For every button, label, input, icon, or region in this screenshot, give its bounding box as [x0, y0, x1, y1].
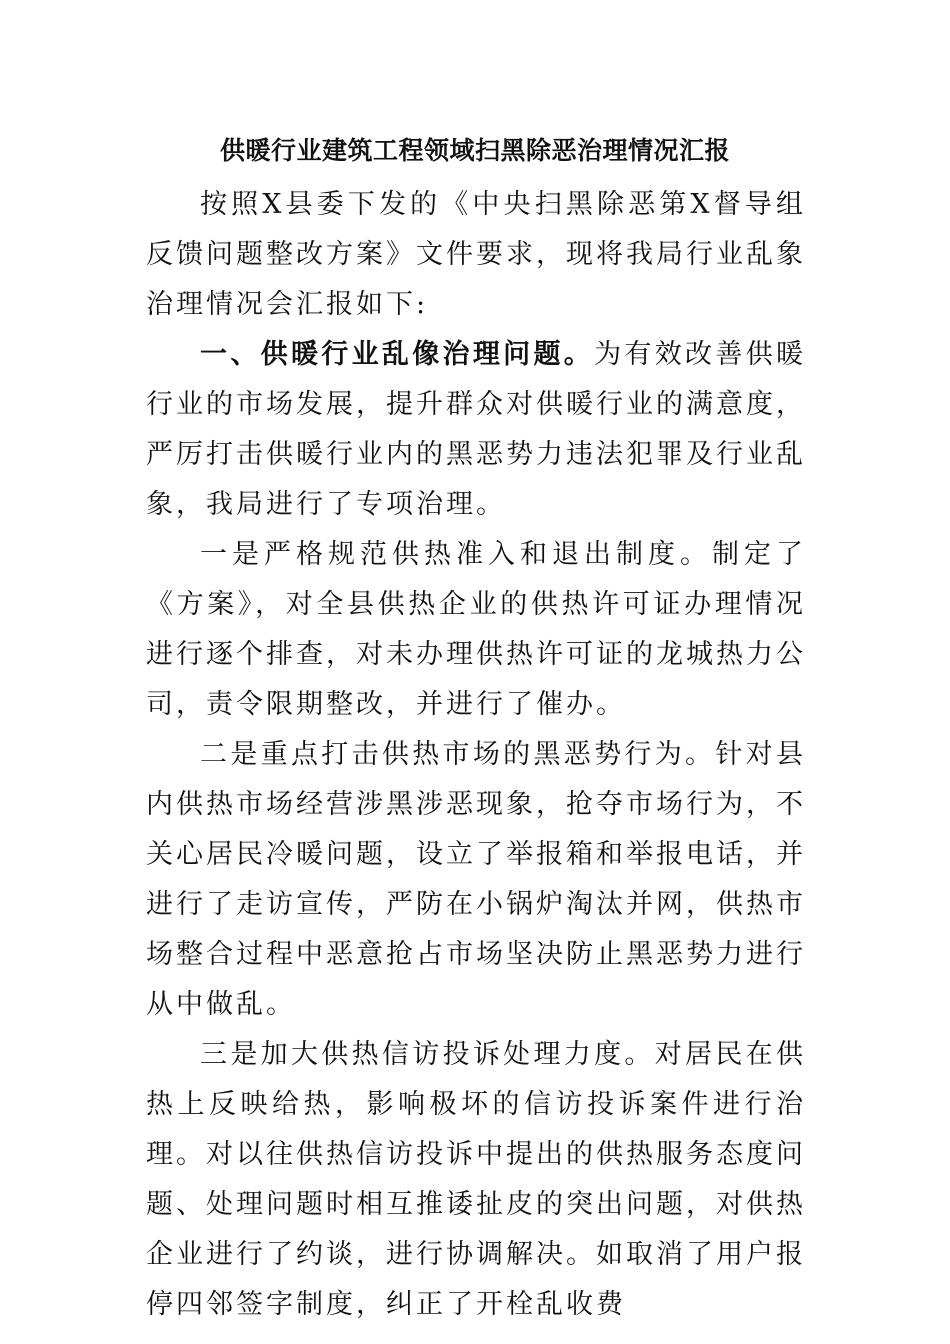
- section-1-heading: 一、供暖行业乱像治理问题。: [200, 339, 595, 370]
- section-1-text: 为有效改善供暖行业的市场发展，提升群众对供暖行业的满意度，严厉打击供暖行业内的黑恶势力违法犯罪及行业乱象，我局进行了专项治理。: [146, 339, 807, 520]
- intro-paragraph: 按照X县委下发的《中央扫黑除恶第X督导组反馈问题整改方案》文件要求，现将我局行业乱象治理情况会汇报如下:: [146, 189, 806, 320]
- item-2-paragraph: 二是重点打击供热市场的黑恶势行为。针对县内供热市场经营涉黑涉恶现象，抢夺市场行为，不关心居民冷暖问题，设立了举报箱和举报电话，并进行了走访宣传，严防在小锅炉淘汰并网，供热市场整合过程中恶意抢占市场坚决防止黑恶势力进行从中做乱。: [146, 739, 806, 1020]
- document-title: 供暖行业建筑工程领域扫黑除恶治理情况汇报: [219, 136, 730, 165]
- document-body: [146, 180, 806, 1330]
- item-1-paragraph: 一是严格规范供热准入和退出制度。制定了《方案》，对全县供热企业的供热许可证办理情况进行逐个排查，对未办理供热许可证的龙城热力公司，责令限期整改，并进行了催办。: [146, 539, 806, 720]
- section-1-paragraph: [146, 330, 806, 530]
- item-3-paragraph: 三是加大供热信访投诉处理力度。对居民在供热上反映给热，影响极坏的信访投诉案件进行治理。对以往供热信访投诉中提出的供热服务态度问题、处理问题时相互推诿扯皮的突出问题，对供热企业进行了约谈，进行协调解决。如取消了用户报停四邻签字制度，纠正了开栓乱收费: [146, 1039, 806, 1320]
